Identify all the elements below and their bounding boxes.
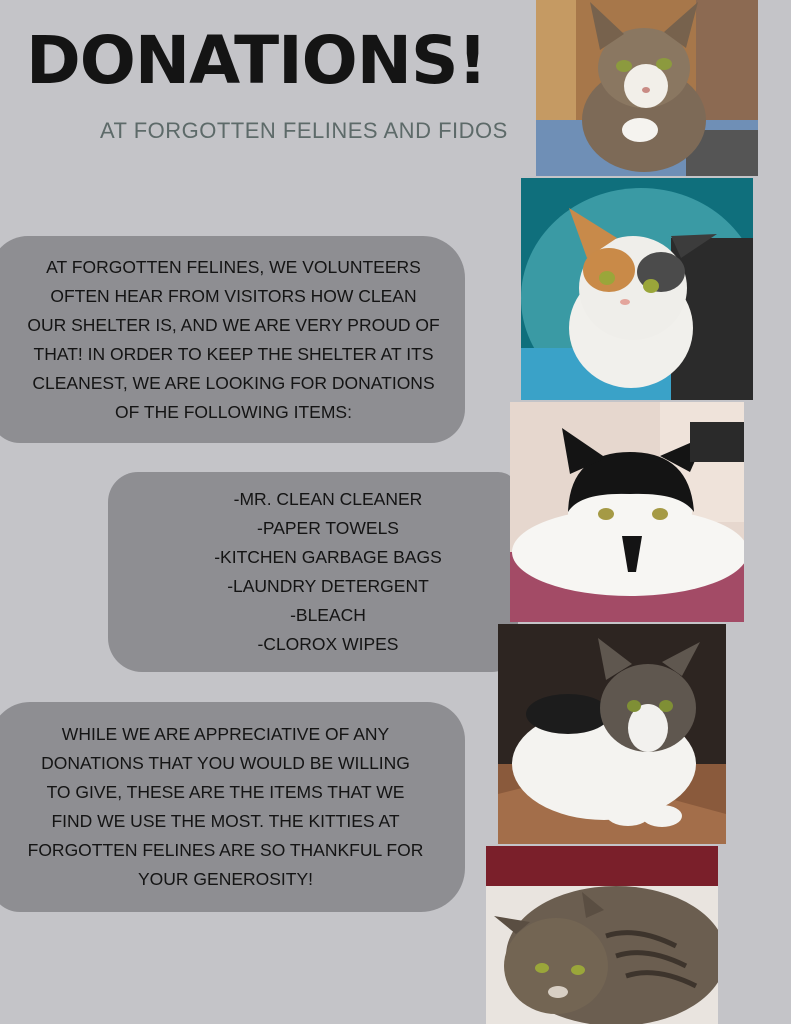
closing-line: FORGOTTEN FELINES ARE SO THANKFUL FOR (27, 840, 424, 860)
intro-text (27, 253, 439, 427)
list-item: -PAPER TOWELS (257, 518, 399, 538)
calico-cat-photo (521, 178, 753, 400)
page-subtitle: AT FORGOTTEN FELINES AND FIDOS (100, 118, 508, 143)
black-white-cat-photo (510, 402, 744, 622)
closing-line: YOUR GENEROSITY! (137, 869, 314, 889)
donation-items-box (108, 472, 518, 672)
list-item: -CLOROX WIPES (257, 634, 399, 654)
closing-text (28, 720, 424, 894)
closing-line: TO GIVE, THESE ARE THE ITEMS THAT WE (46, 782, 405, 802)
intro-line: CLEANEST, WE ARE LOOKING FOR DONATIONS (32, 372, 435, 393)
tabby-white-cat-lying-photo (498, 624, 726, 844)
intro-line: OUR SHELTER IS, AND WE ARE VERY PROUD OF (27, 314, 440, 335)
list-item: -MR. CLEAN CLEANER (233, 489, 423, 509)
closing-line: FIND WE USE THE MOST. THE KITTIES AT (51, 811, 400, 831)
intro-box (0, 236, 465, 443)
donation-items-list (184, 485, 442, 659)
list-item: -LAUNDRY DETERGENT (227, 576, 429, 596)
tabby-cat-photo (486, 846, 718, 1024)
page-title: DONATIONS! (26, 22, 487, 99)
list-item: -BLEACH (290, 605, 366, 625)
intro-line: OFTEN HEAR FROM VISITORS HOW CLEAN (50, 285, 417, 306)
list-item: -KITCHEN GARBAGE BAGS (214, 547, 442, 567)
closing-line: WHILE WE ARE APPRECIATIVE OF ANY (61, 724, 390, 744)
intro-line: AT FORGOTTEN FELINES, WE VOLUNTEERS (46, 256, 421, 277)
intro-line: THAT! IN ORDER TO KEEP THE SHELTER AT ITS (33, 343, 434, 364)
closing-box (0, 702, 465, 912)
intro-line: OF THE FOLLOWING ITEMS: (115, 401, 352, 422)
tabby-white-cat-photo (536, 0, 758, 176)
closing-line: DONATIONS THAT YOU WOULD BE WILLING (41, 753, 410, 773)
